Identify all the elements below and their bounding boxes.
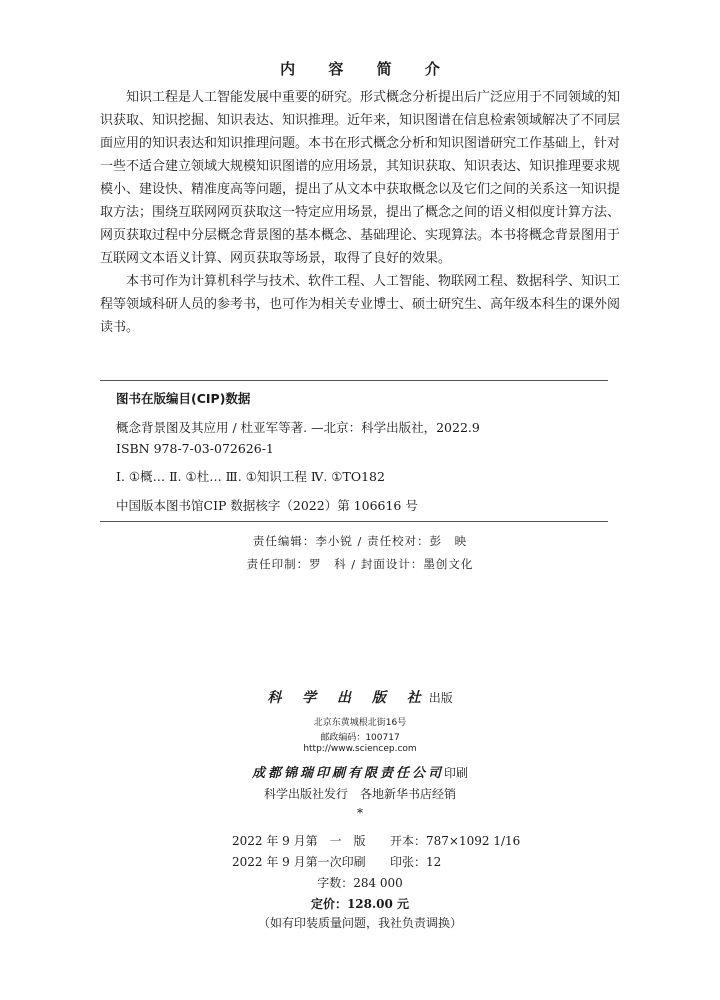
- separator-star: *: [357, 806, 363, 820]
- format-line: 开本：787×1092 1/16: [390, 834, 521, 848]
- printer-suffix: 印刷: [444, 766, 469, 780]
- publisher-address: 北京东黄城根北街16号: [313, 718, 407, 728]
- intro-paragraph: 知识工程是人工智能发展中重要的研究。形式概念分析提出后广泛应用于不同领域的知识获取、知识挖掘、知识表达、知识推理。近年来，知识图谱在信息检索领域解决了不同层面应用的知识表达和知识推理问题。本书在形式概念分析和知识图谱研究工作基础上，针对一些不适合建立领域大规模知识图谱的应用场景，其知识获取、知识表达、知识推理要求规模小、建设快、精准度高等问题，提出了从文本中获取概念以及它们之间的关系这一知识提取方法；围绕互联网网页获取这一特定应用场景，提出了概念之间的语义相似度计算方法、网页获取过程中分层概念背景图的基本概念、基础理论、实现算法。本书将概念背景图用于互联网文本语义计算、网页获取等场景，取得了良好的效果。: [100, 90, 621, 266]
- cip-isbn: ISBN 978-7-03-072626-1: [116, 441, 274, 456]
- cip-top-rule: [100, 380, 608, 381]
- publisher-website: http://www.sciencep.com: [303, 744, 417, 754]
- publisher-line: [0, 687, 720, 707]
- cip-heading: 图书在版编目(CIP)数据: [116, 391, 251, 406]
- publisher-postcode: 邮政编码：100717: [320, 733, 400, 743]
- printing-line: 2022 年 9 月第一次印刷: [232, 855, 366, 869]
- price-line: 定价：128.00 元: [310, 897, 410, 911]
- intro-paragraph: 本书可作为计算机科学与技术、软件工程、人工智能、物联网工程、数据科学、知识工程等领域科研人员的参考书，也可作为相关专业博士、硕士研究生、高年级本科生的课外阅读书。: [100, 274, 621, 335]
- page-title: 内 容 简 介: [280, 60, 454, 78]
- publisher-suffix: 出版: [428, 691, 453, 705]
- sheets-line: 印张：12: [390, 855, 442, 869]
- publisher-name: 科 学 出 版 社: [267, 690, 429, 706]
- cip-bottom-rule: [100, 521, 608, 522]
- cip-record-number: 中国版本图书馆CIP 数据核字（2022）第 106616 号: [116, 498, 418, 513]
- printer-line: [0, 762, 720, 781]
- introduction: [100, 86, 620, 339]
- editor-credits: 责任编辑：李小锐 / 责任校对：彭 映: [252, 534, 468, 548]
- quality-notice: （如有印装质量问题，我社负责调换）: [257, 916, 462, 930]
- edition-line: 2022 年 9 月第 一 版: [232, 834, 366, 848]
- cip-title-line: 概念背景图及其应用 / 杜亚军等著. —北京：科学出版社，2022.9: [116, 420, 480, 435]
- distribution-line: 科学出版社发行 各地新华书店经销: [263, 787, 456, 801]
- cip-classification: Ⅰ. ①概… Ⅱ. ①杜… Ⅲ. ①知识工程 Ⅳ. ①TO182: [116, 469, 385, 484]
- production-credits: 责任印制：罗 科 / 封面设计：墨创文化: [246, 557, 474, 571]
- wordcount-line: 字数：284 000: [317, 876, 403, 890]
- printer-name: 成都锦瑞印刷有限责任公司: [251, 766, 444, 781]
